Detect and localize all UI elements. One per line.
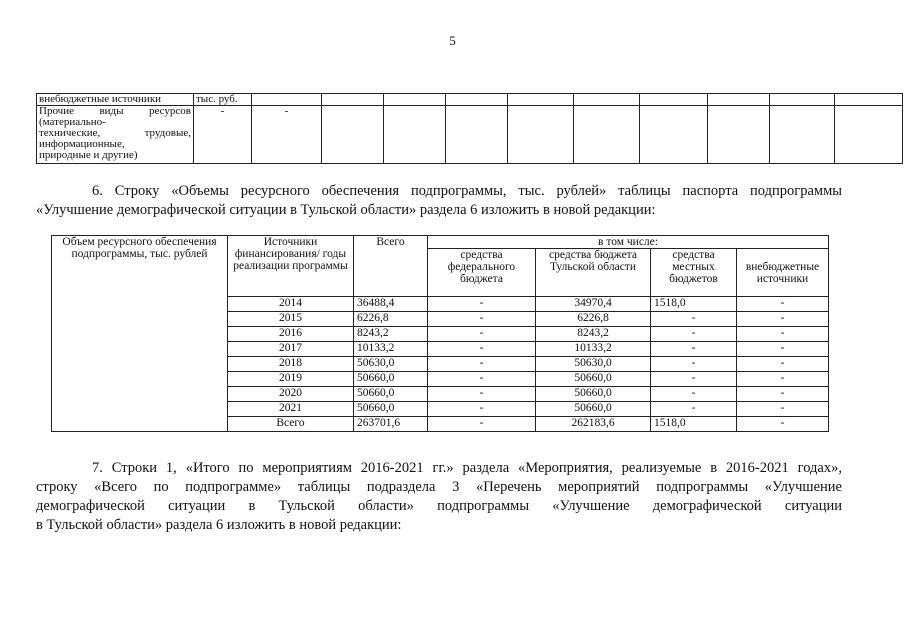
table-row-total: Всего 263701,6 - 262183,6 1518,0 - bbox=[52, 417, 829, 432]
table-row: 2019 50660,0 - 50660,0 - - bbox=[52, 372, 829, 387]
continuation-table bbox=[36, 93, 903, 164]
table-row: 2020 50660,0 - 50660,0 - - bbox=[52, 387, 829, 402]
page-number: 5 bbox=[449, 33, 456, 48]
paragraph-7: 7. Строки 1, «Итого по мероприятиям 2016-2021 гг.» раздела «Мероприятия, реализуемые в 2016-2021 годах», строку «Всего по подпрограмме» таблицы подраздела 3 «Перечень мероприятий подпрограммы «Улучшение демографической ситуации в Тульской области» подпрограммы «Улучшение демографической ситуации в Тульской области» раздела 6 изложить в новой редакции: bbox=[36, 460, 842, 533]
col-header-local: средства местных бюджетов bbox=[651, 249, 737, 297]
row-label: Прочие виды ресурсов (материально- технические, трудовые, информационные, природные и другие) bbox=[37, 106, 194, 164]
table-row bbox=[37, 94, 903, 106]
col-header-federal: средства федерального бюджета bbox=[428, 249, 536, 297]
table-row: 2017 10133,2 - 10133,2 - - bbox=[52, 342, 829, 357]
table-row: 2015 6226,8 - 6226,8 - - bbox=[52, 312, 829, 327]
table-row: 2018 50630,0 - 50630,0 - - bbox=[52, 357, 829, 372]
table-row: 2014 36488,4 - 34970,4 1518,0 - bbox=[52, 297, 829, 312]
resources-table bbox=[51, 235, 829, 432]
row-unit: тыс. руб. bbox=[194, 94, 252, 106]
col-header-total: Всего bbox=[354, 236, 428, 297]
table-header-row bbox=[52, 236, 829, 249]
cell-value: - bbox=[194, 106, 252, 164]
cell-value: - bbox=[252, 106, 322, 164]
row-label: внебюджетные источники bbox=[37, 94, 194, 106]
table-row: 2021 50660,0 - 50660,0 - - bbox=[52, 402, 829, 417]
col-header-volume: Объем ресурсного обеспечения подпрограммы, тыс. рублей bbox=[52, 236, 228, 432]
col-header-sources: Источники финансирования/ годы реализации программы bbox=[228, 236, 354, 297]
table-row bbox=[37, 106, 903, 164]
group-header: в том числе: bbox=[428, 236, 829, 249]
table-row: 2016 8243,2 - 8243,2 - - bbox=[52, 327, 829, 342]
paragraph-6: 6. Строку «Объемы ресурсного обеспечения подпрограммы, тыс. рублей» таблицы паспорта подпрограммы «Улучшение демографической ситуации в Тульской области» раздела 6 изложить в новой редакции: bbox=[36, 183, 842, 218]
col-header-region: средства бюджета Тульской области bbox=[536, 249, 651, 297]
col-header-extra: внебюджетные источники bbox=[737, 249, 829, 297]
